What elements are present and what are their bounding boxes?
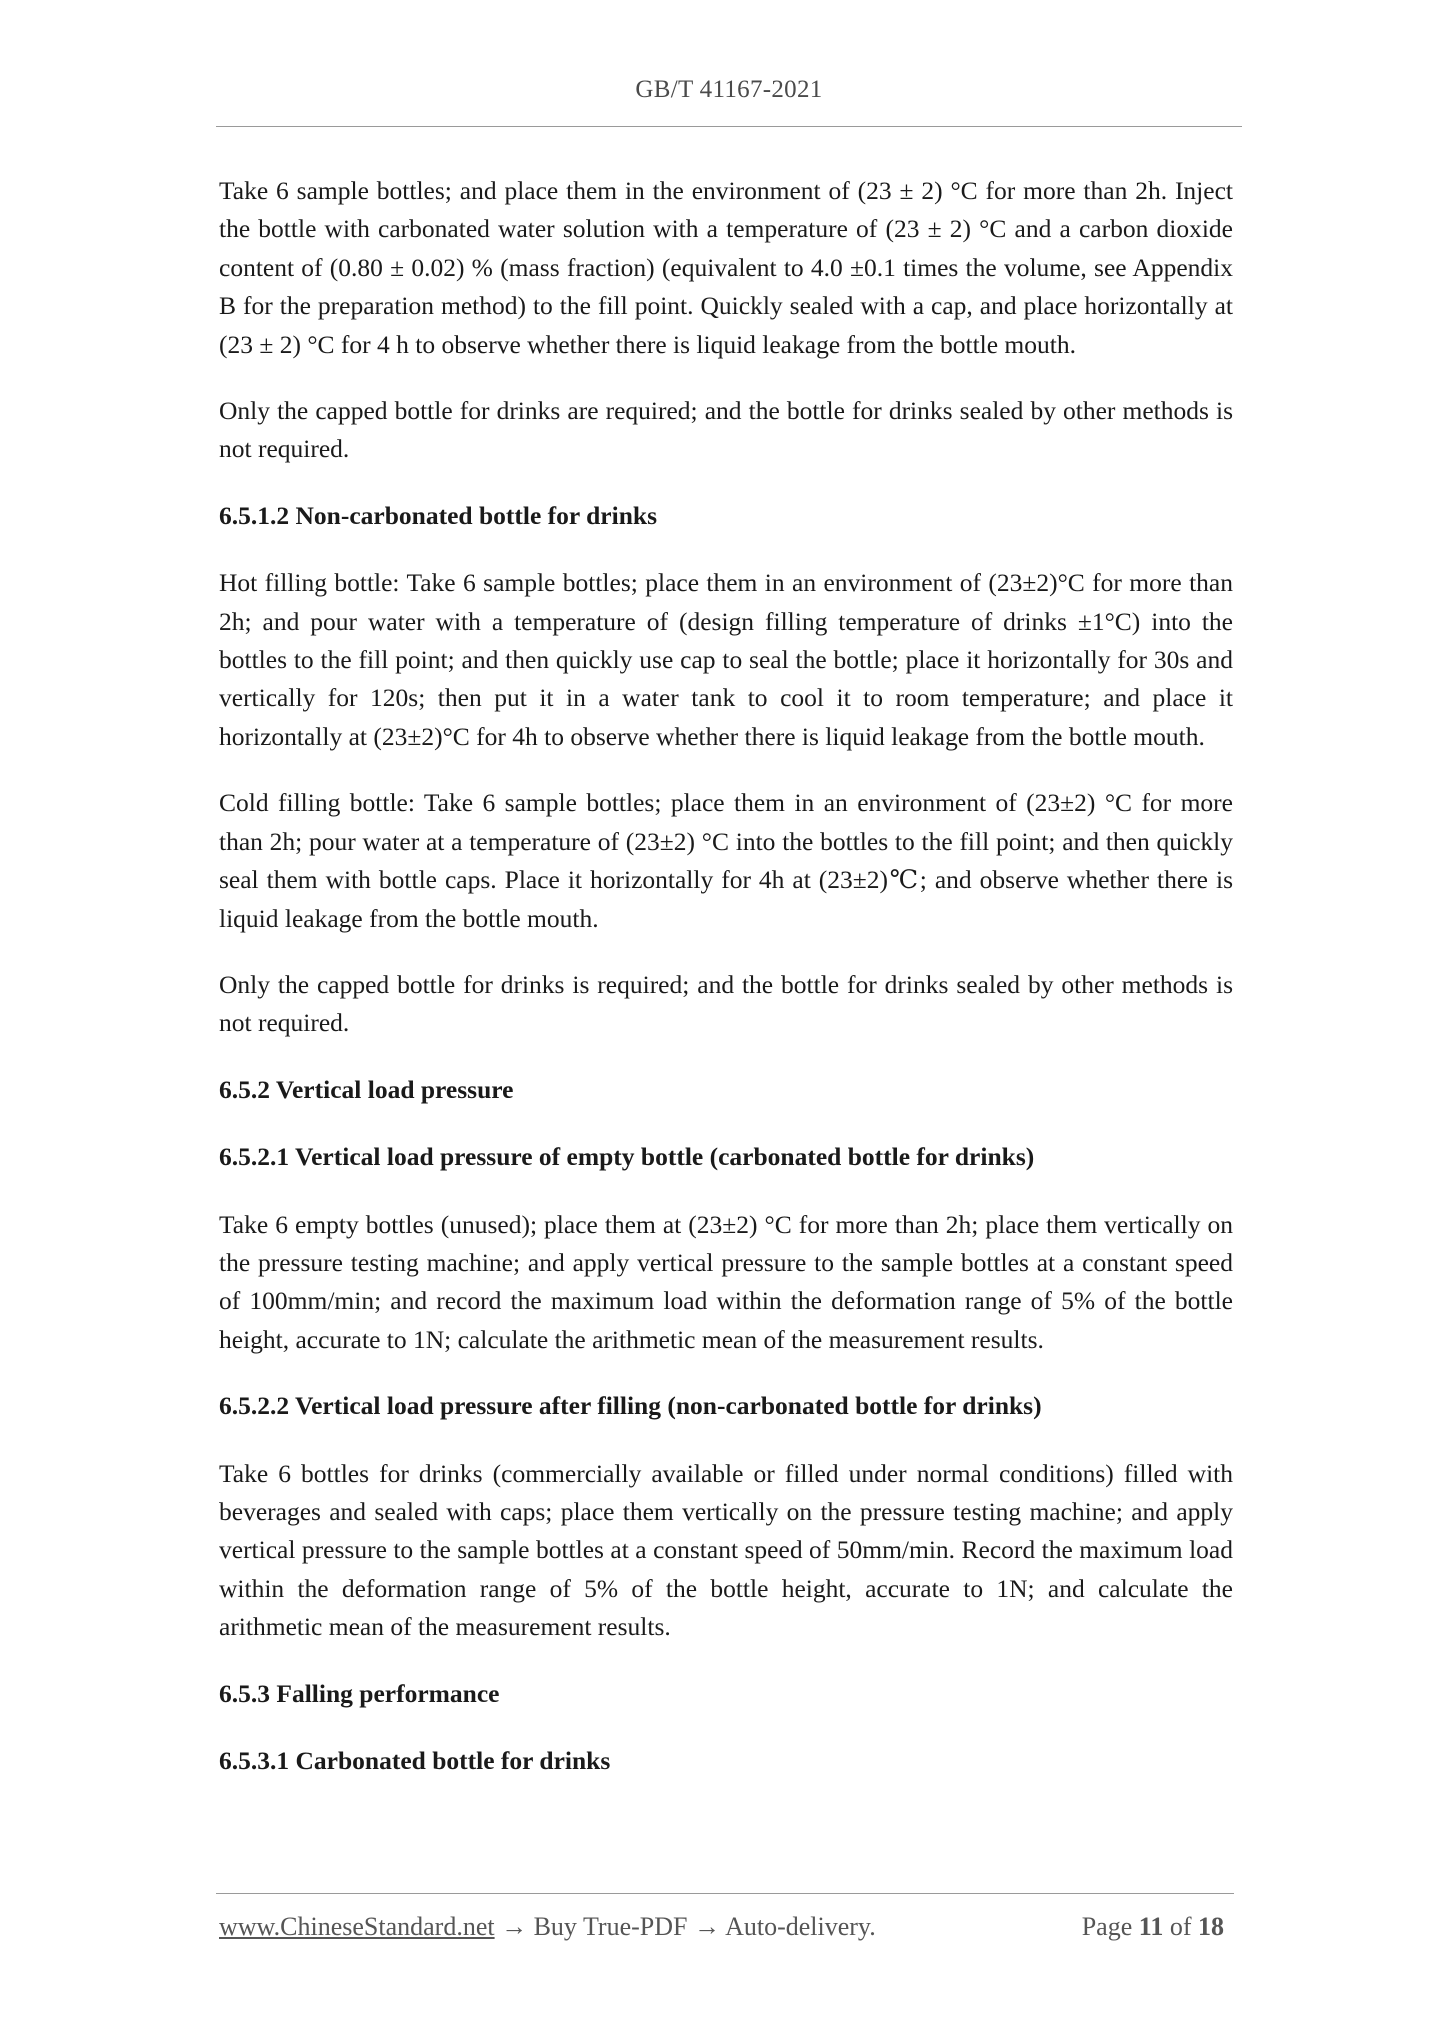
paragraph-cold-filling: Cold filling bottle: Take 6 sample bottles; place them in an environment of (23±2) °C for more than 2h; pour water at a temperature of (23±2) °C into the bottles to the fill point; and then quickly seal them with bottle caps. Place it horizontally for 4h at (23±2)℃; and observe whether there is liquid leakage from the bottle mouth.	[219, 788, 1233, 933]
heading-6-5-3-1: 6.5.3.1 Carbonated bottle for drinks	[219, 1746, 611, 1775]
chinese-standard-link[interactable]: www.ChineseStandard.net	[219, 1912, 495, 1941]
buy-true-pdf-text: Buy True-PDF	[533, 1912, 688, 1941]
document-id-header: GB/T 41167-2021	[635, 76, 823, 103]
arrow-right-icon: →	[694, 1912, 720, 1941]
paragraph-filled-bottle-load: Take 6 bottles for drinks (commercially available or filled under normal conditions) filled with beverages and sealed with caps; place them vertically on the pressure testing machine; and apply vertical pressure to the sample bottles at a constant speed of 50mm/min. Record the maximum load within the deformation range of 5% of the bottle height, accurate to 1N; and calculate the arithmetic mean of the measurement results.	[219, 1458, 1233, 1642]
heading-6-5-2-2: 6.5.2.2 Vertical load pressure after filling (non-carbonated bottle for drinks)	[219, 1391, 1042, 1421]
of-label: of	[1169, 1912, 1192, 1941]
paragraph-capped-only-2: Only the capped bottle for drinks is required; and the bottle for drinks sealed by other methods is not required.	[219, 969, 1233, 1038]
page-body	[219, 172, 1233, 1809]
paragraph-capped-only-1: Only the capped bottle for drinks are required; and the bottle for drinks sealed by other methods is not required.	[219, 396, 1233, 464]
page-total: 18	[1198, 1912, 1224, 1941]
paragraph-carbonated-test: Take 6 sample bottles; and place them in the environment of (23 ± 2) °C for more than 2h. Inject the bottle with carbonated water solution with a temperature of (23 ± 2) °C and a carbon dioxide content of (0.80 ± 0.02) % (mass fraction) (equivalent to 4.0 ±0.1 times the volume, see Appendix B for the preparation method) to the fill point. Quickly sealed with a cap, and place horizontally at (23 ± 2) °C for 4 h to observe whether there is liquid leakage from the bottle mouth.	[219, 176, 1233, 359]
page-label: Page	[1081, 1912, 1133, 1941]
heading-6-5-1-2: 6.5.1.2 Non-carbonated bottle for drinks	[219, 500, 657, 530]
page-current: 11	[1138, 1912, 1164, 1941]
heading-6-5-2-1: 6.5.2.1 Vertical load pressure of empty bottle (carbonated bottle for drinks)	[219, 1142, 1035, 1172]
auto-delivery-text: Auto-delivery.	[725, 1912, 876, 1941]
paragraph-empty-bottle-load: Take 6 empty bottles (unused); place them at (23±2) °C for more than 2h; place them vertically on the pressure testing machine; and apply vertical pressure to the sample bottles at a constant speed of 100mm/min; and record the maximum load within the deformation range of 5% of the bottle height, accurate to 1N; calculate the arithmetic mean of the measurement results.	[219, 1209, 1233, 1354]
heading-6-5-2: 6.5.2 Vertical load pressure	[219, 1074, 514, 1104]
arrow-right-icon: →	[501, 1912, 528, 1941]
paragraph-hot-filling: Hot filling bottle: Take 6 sample bottles; place them in an environment of (23±2)°C for more than 2h; and pour water with a temperature of (design filling temperature of drinks ±1°C) into the bottles to the fill point; and then quickly use cap to seal the bottle; place it horizontally for 30s and vertically for 120s; then put it in a water tank to cool it to room temperature; and place it horizontally at (23±2)°C for 4h to observe whether there is liquid leakage from the bottle mouth.	[219, 568, 1233, 751]
footer-promo	[219, 1912, 876, 1942]
header-divider	[216, 126, 1242, 127]
footer-divider	[216, 1893, 1234, 1894]
heading-6-5-3: 6.5.3 Falling performance	[219, 1678, 500, 1708]
page-number	[1082, 1912, 1224, 1942]
